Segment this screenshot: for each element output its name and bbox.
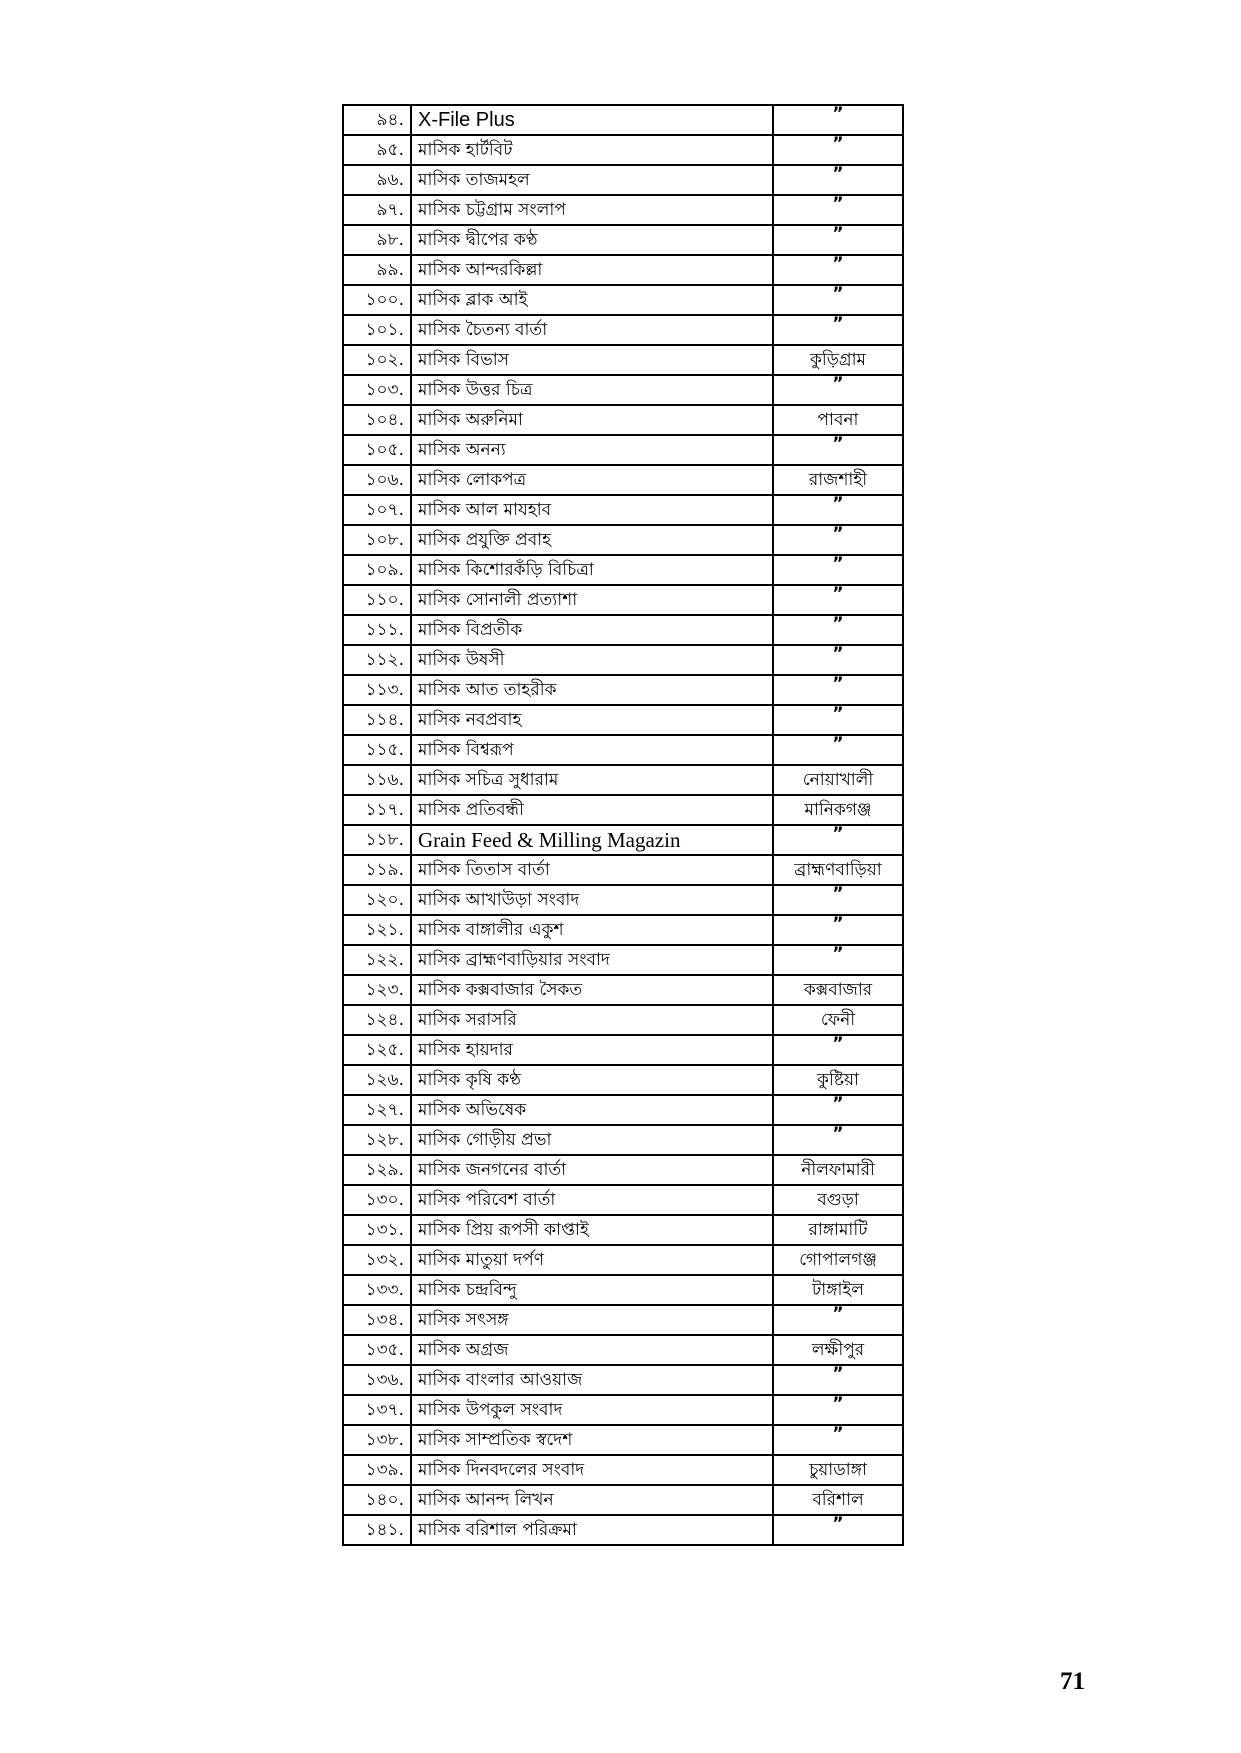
district-cell: ” <box>773 885 903 915</box>
table-row <box>343 765 903 795</box>
serial-number-cell: ১২২. <box>343 945 411 975</box>
publication-name-cell: মাসিক আখাউড়া সংবাদ <box>411 885 773 915</box>
table-row <box>343 1395 903 1425</box>
serial-number-cell: ১২৩. <box>343 975 411 1005</box>
publication-name-cell: মাসিক ব্লাক আই <box>411 285 773 315</box>
serial-number-cell: ১০১. <box>343 315 411 345</box>
district-cell: ” <box>773 165 903 195</box>
publication-name-cell: মাসিক সৎসঙ্গ <box>411 1305 773 1335</box>
serial-number-cell: ১০৯. <box>343 555 411 585</box>
district-cell: ” <box>773 1425 903 1455</box>
table-row <box>343 405 903 435</box>
district-cell: ” <box>773 225 903 255</box>
table-row <box>343 495 903 525</box>
publication-name-cell: মাসিক আন্দরকিল্লা <box>411 255 773 285</box>
district-cell: লক্ষীপুর <box>773 1335 903 1365</box>
table-row <box>343 1455 903 1485</box>
publication-name-cell: মাসিক দিনবদলের সংবাদ <box>411 1455 773 1485</box>
publication-name-cell: মাসিক বিপ্রতীক <box>411 615 773 645</box>
publication-name-cell: মাসিক অনন্য <box>411 435 773 465</box>
publication-name-cell: মাসিক সোনালী প্রত্যাশা <box>411 585 773 615</box>
table-row <box>343 1335 903 1365</box>
serial-number-cell: ৯৮. <box>343 225 411 255</box>
table-row <box>343 645 903 675</box>
table-row <box>343 1215 903 1245</box>
serial-number-cell: ১১৭. <box>343 795 411 825</box>
serial-number-cell: ১২৫. <box>343 1035 411 1065</box>
publication-name-cell: মাসিক উষসী <box>411 645 773 675</box>
serial-number-cell: ১৩৯. <box>343 1455 411 1485</box>
serial-number-cell: ১১৮. <box>343 825 411 855</box>
publication-name-cell: মাসিক বিশ্বরূপ <box>411 735 773 765</box>
district-cell: পাবনা <box>773 405 903 435</box>
serial-number-cell: ১৩০. <box>343 1185 411 1215</box>
table-row <box>343 1065 903 1095</box>
table-row <box>343 735 903 765</box>
table-row <box>343 1245 903 1275</box>
table-row <box>343 1095 903 1125</box>
district-cell: ব্রাহ্মণবাড়িয়া <box>773 855 903 885</box>
periodicals-table <box>342 104 904 1546</box>
serial-number-cell: ১১৯. <box>343 855 411 885</box>
table-row <box>343 345 903 375</box>
district-cell: কুষ্টিয়া <box>773 1065 903 1095</box>
district-cell: নোয়াখালী <box>773 765 903 795</box>
table-row <box>343 975 903 1005</box>
publication-name-cell: মাসিক আনন্দ লিখন <box>411 1485 773 1515</box>
serial-number-cell: ১৩৫. <box>343 1335 411 1365</box>
serial-number-cell: ১১৫. <box>343 735 411 765</box>
district-cell: ” <box>773 1305 903 1335</box>
district-cell: ” <box>773 945 903 975</box>
serial-number-cell: ৯৯. <box>343 255 411 285</box>
district-cell: ” <box>773 585 903 615</box>
publication-name-cell: মাসিক বিভাস <box>411 345 773 375</box>
table-row <box>343 585 903 615</box>
serial-number-cell: ১০৭. <box>343 495 411 525</box>
district-cell: ” <box>773 645 903 675</box>
serial-number-cell: ১৪১. <box>343 1515 411 1545</box>
publication-name-cell: মাসিক জনগনের বার্তা <box>411 1155 773 1185</box>
table-row <box>343 135 903 165</box>
table-row <box>343 1305 903 1335</box>
table-row <box>343 1365 903 1395</box>
publication-name-cell: মাসিক চট্টগ্রাম সংলাপ <box>411 195 773 225</box>
district-cell: ” <box>773 705 903 735</box>
district-cell: কুড়িগ্রাম <box>773 345 903 375</box>
publication-name-cell: মাসিক তিতাস বার্তা <box>411 855 773 885</box>
district-cell: ” <box>773 825 903 855</box>
publication-name-cell: মাসিক বরিশাল পরিক্রমা <box>411 1515 773 1545</box>
serial-number-cell: ১১০. <box>343 585 411 615</box>
publication-name-cell: মাসিক প্রযুক্তি প্রবাহ <box>411 525 773 555</box>
publication-name-cell: মাসিক মাতুয়া দর্পণ <box>411 1245 773 1275</box>
serial-number-cell: ১৩৭. <box>343 1395 411 1425</box>
district-cell: ” <box>773 1515 903 1545</box>
serial-number-cell: ১১৪. <box>343 705 411 735</box>
serial-number-cell: ৯৪. <box>343 105 411 135</box>
publication-name-cell: মাসিক লোকপত্র <box>411 465 773 495</box>
publication-name-cell: X-File Plus <box>411 105 773 135</box>
table-row <box>343 855 903 885</box>
publication-name-cell: মাসিক পরিবেশ বার্তা <box>411 1185 773 1215</box>
serial-number-cell: ১২৮. <box>343 1125 411 1155</box>
district-cell: বগুড়া <box>773 1185 903 1215</box>
district-cell: ” <box>773 135 903 165</box>
serial-number-cell: ১০৮. <box>343 525 411 555</box>
table-row <box>343 705 903 735</box>
district-cell: ” <box>773 915 903 945</box>
district-cell: ” <box>773 435 903 465</box>
district-cell: ” <box>773 315 903 345</box>
table-row <box>343 825 903 855</box>
table-row <box>343 555 903 585</box>
district-cell: ” <box>773 375 903 405</box>
district-cell: ” <box>773 1095 903 1125</box>
serial-number-cell: ১২৭. <box>343 1095 411 1125</box>
district-cell: চুয়াডাঙ্গা <box>773 1455 903 1485</box>
publication-name-cell: মাসিক আল মাযহাব <box>411 495 773 525</box>
district-cell: টাঙ্গাইল <box>773 1275 903 1305</box>
district-cell: ” <box>773 495 903 525</box>
publication-name-cell: মাসিক কিশোরকঁড়ি বিচিত্রা <box>411 555 773 585</box>
serial-number-cell: ১৩১. <box>343 1215 411 1245</box>
district-cell: বরিশাল <box>773 1485 903 1515</box>
table-row <box>343 675 903 705</box>
publication-name-cell: মাসিক দ্বীপের কণ্ঠ <box>411 225 773 255</box>
publication-name-cell: মাসিক সরাসরি <box>411 1005 773 1035</box>
district-cell: ” <box>773 195 903 225</box>
table-row <box>343 1185 903 1215</box>
publication-name-cell: মাসিক হায়দার <box>411 1035 773 1065</box>
table-row <box>343 885 903 915</box>
serial-number-cell: ১৩২. <box>343 1245 411 1275</box>
table-row <box>343 915 903 945</box>
table-row <box>343 285 903 315</box>
table-row <box>343 225 903 255</box>
table-row <box>343 1425 903 1455</box>
table-row <box>343 165 903 195</box>
publication-name-cell: মাসিক গোড়ীয় প্রভা <box>411 1125 773 1155</box>
district-cell: ” <box>773 1035 903 1065</box>
district-cell: ” <box>773 735 903 765</box>
serial-number-cell: ১১৩. <box>343 675 411 705</box>
publication-name-cell: মাসিক তাজমহল <box>411 165 773 195</box>
publication-name-cell: মাসিক উপকুল সংবাদ <box>411 1395 773 1425</box>
table-row <box>343 1005 903 1035</box>
serial-number-cell: ১১৬. <box>343 765 411 795</box>
serial-number-cell: ১০০. <box>343 285 411 315</box>
periodicals-table-body <box>343 105 903 1545</box>
table-row <box>343 615 903 645</box>
table-row <box>343 945 903 975</box>
table-row <box>343 195 903 225</box>
serial-number-cell: ১৪০. <box>343 1485 411 1515</box>
district-cell: মানিকগঞ্জ <box>773 795 903 825</box>
serial-number-cell: ১০২. <box>343 345 411 375</box>
serial-number-cell: ১২১. <box>343 915 411 945</box>
table-row <box>343 1035 903 1065</box>
publication-name-cell: মাসিক অভিষেক <box>411 1095 773 1125</box>
table-row <box>343 1155 903 1185</box>
serial-number-cell: ১৩৬. <box>343 1365 411 1395</box>
district-cell: ” <box>773 525 903 555</box>
publication-name-cell: মাসিক প্রতিবন্ধী <box>411 795 773 825</box>
table-row <box>343 435 903 465</box>
publication-name-cell: মাসিক নবপ্রবাহ <box>411 705 773 735</box>
publication-name-cell: মাসিক কক্সবাজার সৈকত <box>411 975 773 1005</box>
district-cell: রাজশাহী <box>773 465 903 495</box>
table-row <box>343 1485 903 1515</box>
publication-name-cell: মাসিক আত তাহরীক <box>411 675 773 705</box>
serial-number-cell: ১০৫. <box>343 435 411 465</box>
district-cell: গোপালগঞ্জ <box>773 1245 903 1275</box>
table-row <box>343 1275 903 1305</box>
publication-name-cell: Grain Feed & Milling Magazin <box>411 825 773 855</box>
table-row <box>343 525 903 555</box>
publication-name-cell: মাসিক সচিত্র সুধারাম <box>411 765 773 795</box>
district-cell: ফেনী <box>773 1005 903 1035</box>
publication-name-cell: মাসিক চৈতন্য বার্তা <box>411 315 773 345</box>
publication-name-cell: মাসিক চন্দ্রবিন্দু <box>411 1275 773 1305</box>
district-cell: ” <box>773 105 903 135</box>
district-cell: ” <box>773 615 903 645</box>
serial-number-cell: ১২৯. <box>343 1155 411 1185</box>
district-cell: নীলফামারী <box>773 1155 903 1185</box>
district-cell: ” <box>773 285 903 315</box>
table-row <box>343 795 903 825</box>
publication-name-cell: মাসিক প্রিয় রূপসী কাপ্তাই <box>411 1215 773 1245</box>
publication-name-cell: মাসিক কৃষি কণ্ঠ <box>411 1065 773 1095</box>
table-row <box>343 105 903 135</box>
serial-number-cell: ১০৩. <box>343 375 411 405</box>
serial-number-cell: ৯৫. <box>343 135 411 165</box>
district-cell: ” <box>773 555 903 585</box>
publication-name-cell: মাসিক অগ্রজ <box>411 1335 773 1365</box>
district-cell: ” <box>773 1125 903 1155</box>
publication-name-cell: মাসিক বাঙ্গালীর একুশ <box>411 915 773 945</box>
district-cell: ” <box>773 1365 903 1395</box>
serial-number-cell: ১৩৮. <box>343 1425 411 1455</box>
publication-name-cell: মাসিক সাম্প্রতিক স্বদেশ <box>411 1425 773 1455</box>
serial-number-cell: ৯৬. <box>343 165 411 195</box>
publication-name-cell: মাসিক বাংলার আওয়াজ <box>411 1365 773 1395</box>
serial-number-cell: ১২০. <box>343 885 411 915</box>
table-row <box>343 1515 903 1545</box>
district-cell: ” <box>773 1395 903 1425</box>
serial-number-cell: ১১২. <box>343 645 411 675</box>
serial-number-cell: ১২৬. <box>343 1065 411 1095</box>
table-row <box>343 255 903 285</box>
serial-number-cell: ৯৭. <box>343 195 411 225</box>
serial-number-cell: ১৩৪. <box>343 1305 411 1335</box>
district-cell: ” <box>773 675 903 705</box>
serial-number-cell: ১০৬. <box>343 465 411 495</box>
page-number: 71 <box>1060 1668 1085 1695</box>
table-row <box>343 315 903 345</box>
table-row <box>343 465 903 495</box>
serial-number-cell: ১১১. <box>343 615 411 645</box>
table-row <box>343 375 903 405</box>
table-row <box>343 1125 903 1155</box>
district-cell: রাঙ্গামাটি <box>773 1215 903 1245</box>
serial-number-cell: ১৩৩. <box>343 1275 411 1305</box>
district-cell: কক্সবাজার <box>773 975 903 1005</box>
district-cell: ” <box>773 255 903 285</box>
serial-number-cell: ১০৪. <box>343 405 411 435</box>
publication-name-cell: মাসিক হার্টবিট <box>411 135 773 165</box>
serial-number-cell: ১২৪. <box>343 1005 411 1035</box>
publication-name-cell: মাসিক ব্রাহ্মণবাড়িয়ার সংবাদ <box>411 945 773 975</box>
publication-name-cell: মাসিক উত্তর চিত্র <box>411 375 773 405</box>
publication-name-cell: মাসিক অরুনিমা <box>411 405 773 435</box>
